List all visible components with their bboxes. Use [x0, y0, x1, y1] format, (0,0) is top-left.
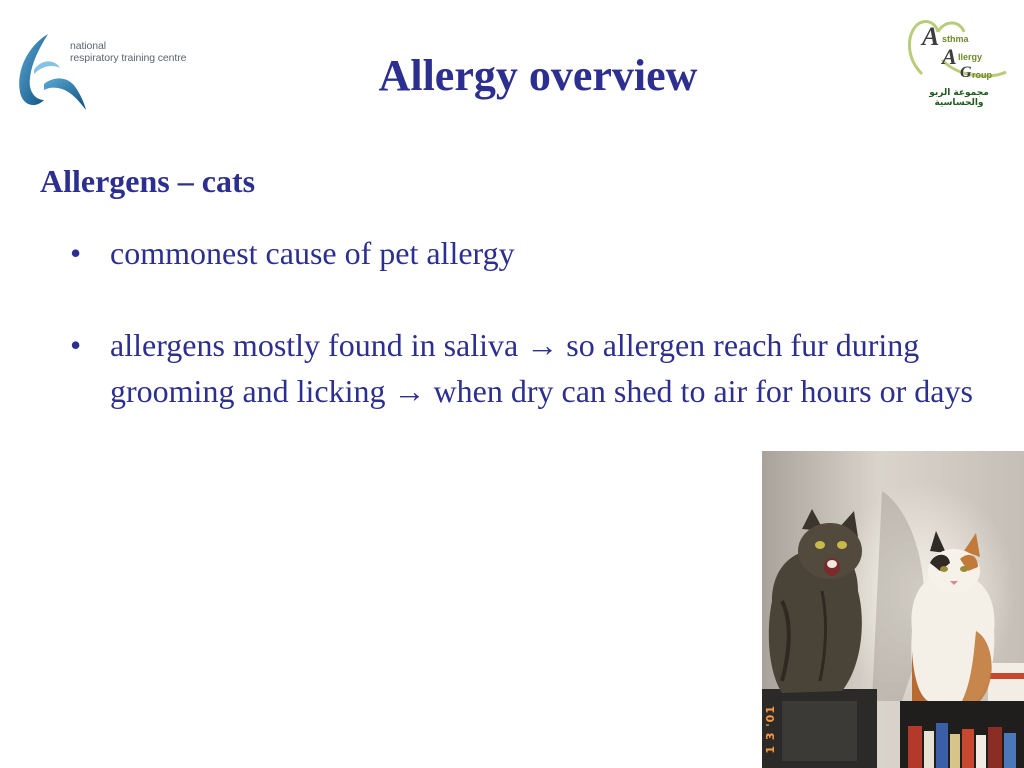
bullet-text: commonest cause of pet allergy	[110, 235, 515, 271]
slide-title: Allergy overview	[378, 51, 698, 100]
nrtc-logo-line1: national	[70, 40, 106, 52]
aag-heart-outline-icon	[902, 14, 1014, 88]
section-subheading: Allergens – cats	[40, 163, 256, 199]
bullet-marker: •	[70, 327, 82, 363]
cats-illustration	[762, 451, 1024, 768]
bullet-marker: •	[70, 235, 82, 271]
aag-arabic-text: مجموعة الربو والحساسية	[929, 88, 989, 108]
photo-date-stamp: 1 3 '01	[764, 705, 777, 754]
aag-word-1: sthma	[942, 34, 969, 44]
bullet-text: allergens mostly found in saliva → so allergen reach fur during grooming and licking → when dry can shed to air for hours or days	[110, 327, 973, 409]
bullet-list	[70, 230, 1000, 414]
aag-word-2: llergy	[958, 52, 983, 62]
nrtc-logo-line2: respiratory training centre	[70, 52, 187, 64]
bullet-item	[70, 230, 1000, 276]
aag-word-3: roup	[972, 70, 992, 80]
bullet-item	[70, 322, 1000, 414]
two-cats-photo	[762, 451, 1024, 768]
asthma-allergy-group-logo: A sthma A llergy G roup مجموعة الربو والحساسية	[902, 14, 1014, 106]
